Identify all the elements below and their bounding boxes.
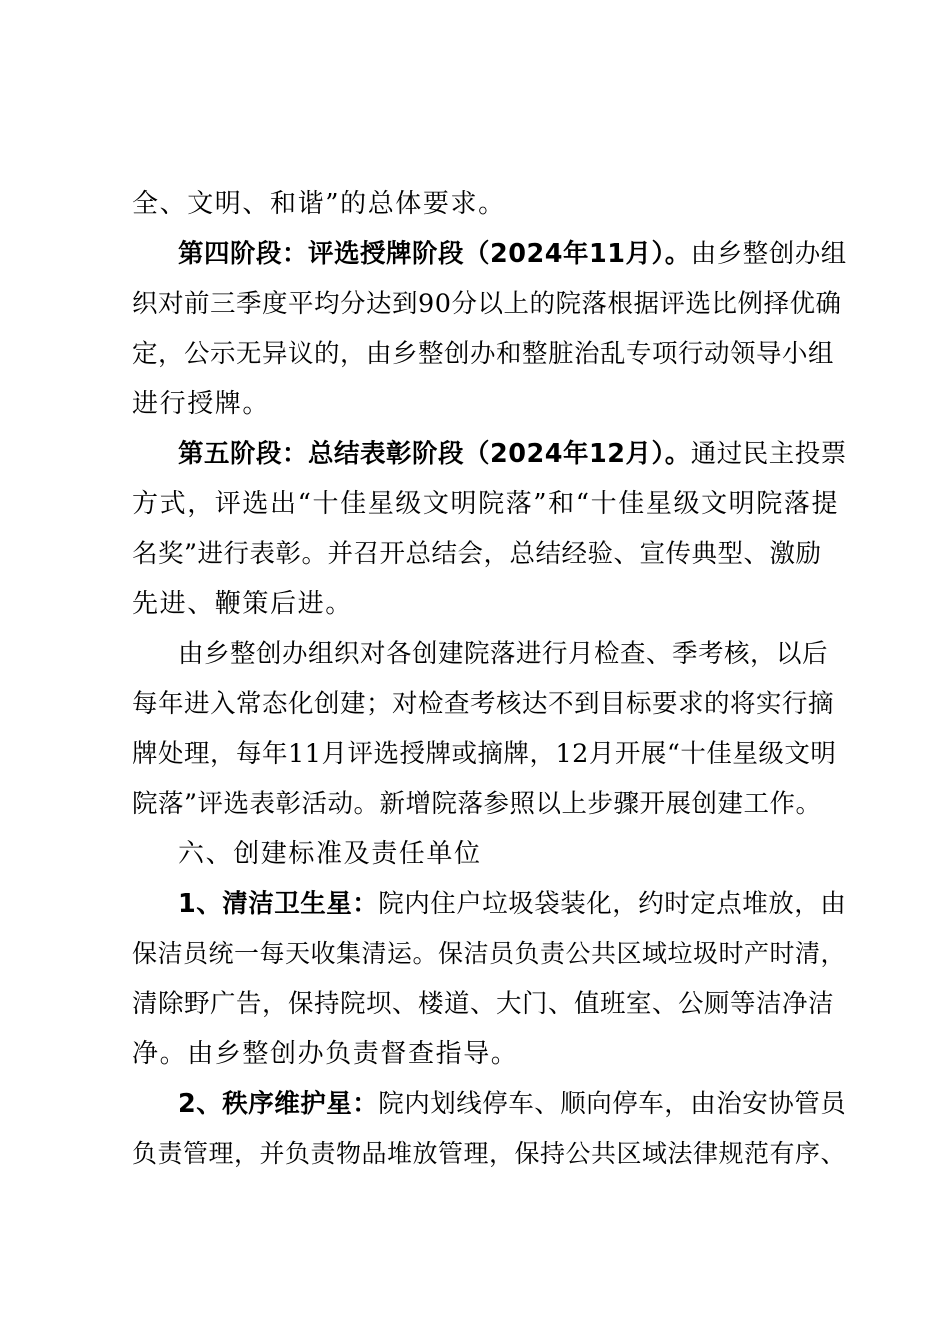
text-line: 2、秩序维护星：院内划线停车、顺向停车，由治安协管员 <box>178 1089 847 1119</box>
text-line: 第四阶段：评选授牌阶段（2024年11月）。由乡整创办组 <box>178 239 847 269</box>
text-line: 负责管理，并负责物品堆放管理，保持公共区域法律规范有序、 <box>132 1139 847 1168</box>
text-line: 1、清洁卫生星：院内住户垃圾袋装化，约时定点堆放，由 <box>178 889 847 919</box>
text-line: 院落”评选表彰活动。新增院落参照以上步骤开展创建工作。 <box>132 789 822 819</box>
text-line: 全、文明、和谐”的总体要求。 <box>132 189 506 219</box>
text-line: 进行授牌。 <box>132 389 271 419</box>
text-line: 方式，评选出“十佳星级文明院落”和“十佳星级文明院落提 <box>132 489 840 519</box>
text-line: 保洁员统一每天收集清运。保洁员负责公共区域垃圾时产时清， <box>132 939 847 968</box>
text-line: 织对前三季度平均分达到90分以上的院落根据评选比例择优确 <box>132 289 842 319</box>
text-line: 牌处理，每年11月评选授牌或摘牌，12月开展“十佳星级文明 <box>132 739 837 769</box>
text-line: 名奖”进行表彰。并召开总结会，总结经验、宣传典型、激励 <box>132 539 822 569</box>
text-line: 定，公示无异议的，由乡整创办和整脏治乱专项行动领导小组 <box>132 339 835 369</box>
text-line: 净。由乡整创办负责督查指导。 <box>132 1039 519 1069</box>
text-line: 清除野广告，保持院坝、楼道、大门、值班室、公厕等洁净洁 <box>132 989 835 1019</box>
text-line: 每年进入常态化创建；对检查考核达不到目标要求的将实行摘 <box>132 689 835 719</box>
section-heading: 六、创建标准及责任单位 <box>178 839 482 869</box>
text-line: 第五阶段：总结表彰阶段（2024年12月）。通过民主投票 <box>178 439 847 469</box>
text-line: 由乡整创办组织对各创建院落进行月检查、季考核，以后 <box>178 639 829 669</box>
text-line: 先进、鞭策后进。 <box>132 589 353 619</box>
